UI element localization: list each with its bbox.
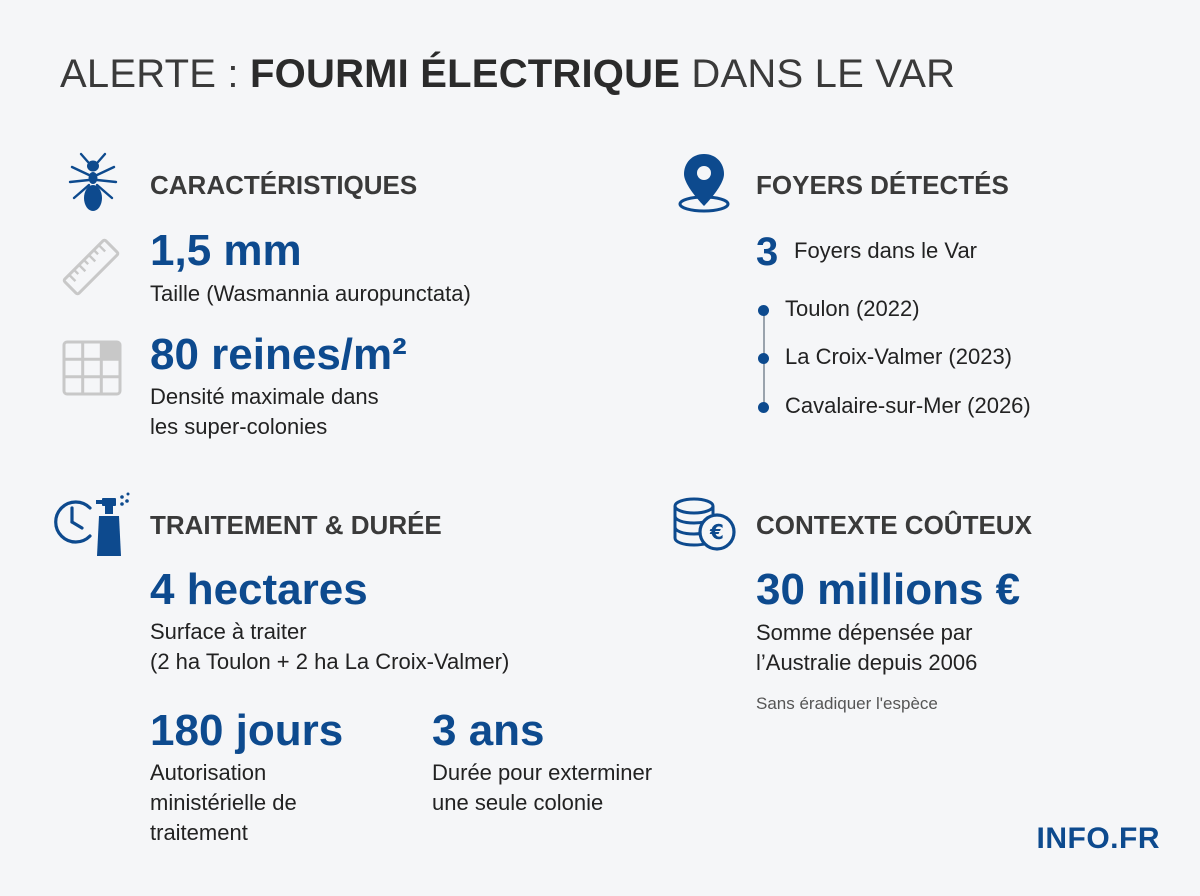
grid-icon bbox=[62, 340, 122, 396]
foyers-count: 3 bbox=[756, 230, 779, 274]
timeline-dot bbox=[758, 305, 769, 316]
days-desc-line: traitement bbox=[150, 820, 248, 845]
years-value: 3 ans bbox=[432, 706, 545, 755]
foyers-heading: FOYERS DÉTECTÉS bbox=[756, 170, 1009, 200]
timeline-dot bbox=[758, 402, 769, 413]
clock-spray-icon bbox=[52, 492, 132, 558]
foyer-item: Cavalaire-sur-Mer (2026) bbox=[785, 393, 1031, 418]
days-description bbox=[150, 758, 297, 848]
cost-value: 30 millions € bbox=[756, 565, 1021, 614]
brand-logo: INFO.FR bbox=[1036, 822, 1160, 855]
title-suffix: DANS LE VAR bbox=[680, 52, 956, 96]
page-title bbox=[60, 52, 955, 97]
title-prefix: ALERTE : bbox=[60, 52, 251, 96]
title-bold: FOURMI ÉLECTRIQUE bbox=[250, 52, 681, 96]
size-value: 1,5 mm bbox=[150, 226, 302, 275]
cost-desc-line: l’Australie depuis 2006 bbox=[756, 650, 978, 675]
treatment-heading: TRAITEMENT & DURÉE bbox=[150, 510, 442, 540]
density-value: 80 reines/m² bbox=[150, 330, 407, 379]
years-desc-line: Durée pour exterminer bbox=[432, 760, 653, 785]
svg-text:€: € bbox=[710, 520, 724, 544]
foyer-item: La Croix-Valmer (2023) bbox=[785, 344, 1013, 369]
cost-note: Sans éradiquer l'espèce bbox=[756, 694, 938, 713]
cost-description bbox=[756, 618, 977, 678]
characteristics-heading: CARACTÉRISTIQUES bbox=[150, 170, 418, 200]
ant-icon bbox=[66, 152, 120, 216]
days-desc-line: Autorisation bbox=[150, 760, 267, 785]
size-description: Taille (Wasmannia auropunctata) bbox=[150, 281, 471, 306]
area-value: 4 hectares bbox=[150, 565, 368, 614]
days-value: 180 jours bbox=[150, 706, 344, 755]
days-desc-line: ministérielle de bbox=[150, 790, 297, 815]
area-description bbox=[150, 617, 509, 677]
density-description bbox=[150, 382, 379, 442]
years-description bbox=[432, 758, 652, 818]
euro-coins-icon bbox=[672, 496, 738, 552]
cost-desc-line: Somme dépensée par bbox=[756, 620, 973, 645]
timeline-dot bbox=[758, 353, 769, 364]
area-desc-line: (2 ha Toulon + 2 ha La Croix-Valmer) bbox=[150, 649, 510, 674]
density-desc-line: les super-colonies bbox=[150, 414, 328, 439]
foyers-count-label: Foyers dans le Var bbox=[794, 238, 978, 263]
cost-heading: CONTEXTE COÛTEUX bbox=[756, 510, 1032, 540]
location-pin-icon bbox=[676, 152, 732, 214]
foyer-item: Toulon (2022) bbox=[785, 296, 920, 321]
density-desc-line: Densité maximale dans bbox=[150, 384, 379, 409]
years-desc-line: une seule colonie bbox=[432, 790, 604, 815]
ruler-icon bbox=[60, 236, 122, 298]
area-desc-line: Surface à traiter bbox=[150, 619, 307, 644]
